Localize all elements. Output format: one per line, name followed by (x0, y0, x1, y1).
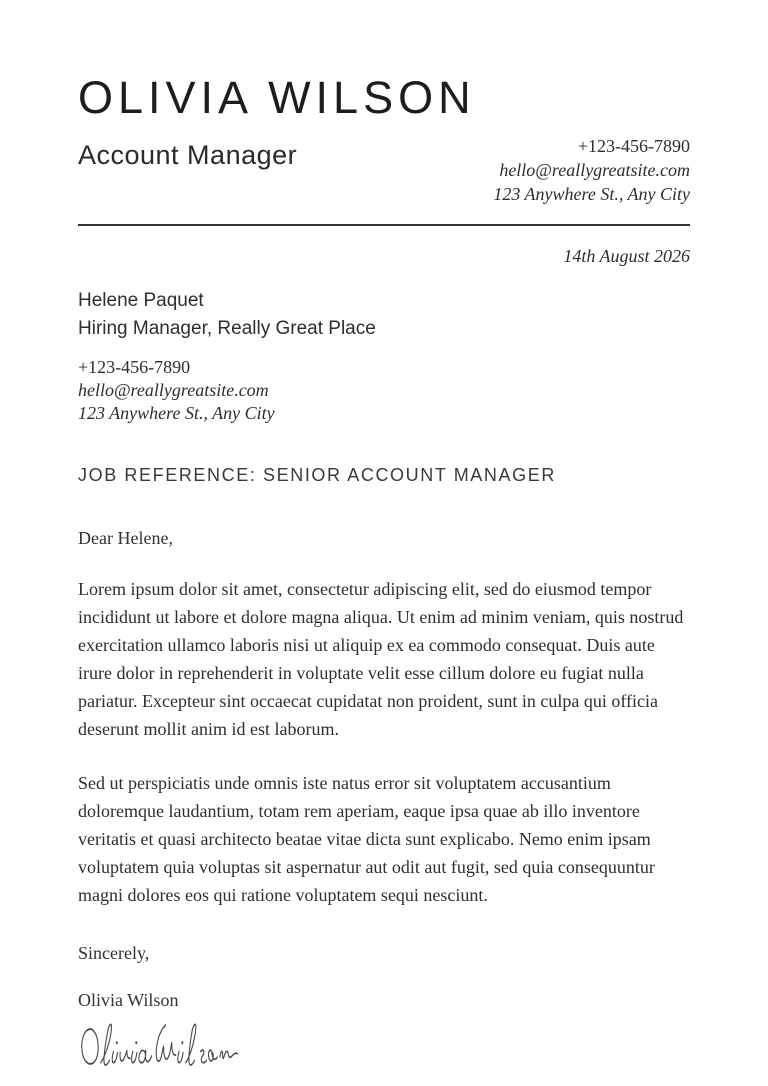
letter-date: 14th August 2026 (563, 246, 690, 266)
letter-contact-block (78, 356, 690, 425)
closing: Sincerely, (78, 943, 150, 963)
contact-email: hello@reallygreatsite.com (78, 380, 269, 400)
handwritten-signature-script (78, 1015, 240, 1077)
contact-phone: +123-456-7890 (78, 357, 191, 377)
salutation: Dear Helene, (78, 528, 173, 548)
sender-name-heading: OLIVIA WILSON (78, 72, 476, 123)
sender-phone: +123-456-7890 (577, 136, 690, 156)
header-row (78, 134, 690, 206)
sender-contact-block (493, 134, 690, 206)
sender-role: Account Manager (78, 140, 298, 170)
signature-wrap (78, 1015, 690, 1082)
sender-email: hello@reallygreatsite.com (499, 160, 690, 180)
recipient-title: Hiring Manager, Really Great Place (78, 318, 376, 339)
header-divider (78, 224, 690, 226)
recipient-name: Helene Paquet (78, 290, 204, 311)
sender-address: 123 Anywhere St., Any City (493, 184, 690, 204)
typed-signature-name: Olivia Wilson (78, 990, 179, 1010)
recipient-block (78, 287, 690, 343)
job-reference-line: JOB REFERENCE: SENIOR ACCOUNT MANAGER (78, 465, 556, 485)
body-paragraph-1: Lorem ipsum dolor sit amet, consectetur adipiscing elit, sed do eiusmod tempor incididunt ut labore et dolore magna aliqua. Ut enim ad minim veniam, quis nostrud exercitation ullamco laboris nisi ut aliquip ex ea commodo consequat. Duis aute irure dolor in reprehenderit in voluptate velit esse cillum dolore eu fugiat nulla pariatur. Excepteur sint occaecat cupidatat non proident, sunt in culpa qui officia deserunt mollit anim id est laborum. (78, 579, 684, 739)
body-paragraph-2: Sed ut perspiciatis unde omnis iste natus error sit voluptatem accusantium doloremque laudantium, totam rem aperiam, eaque ipsa quae ab illo inventore veritatis et quasi architecto beatae vitae dicta sunt explicabo. Nemo enim ipsam voluptatem quia voluptas sit aspernatur aut odit aut fugit, sed quia consequuntur magni dolores eos qui ratione voluptatem sequi nesciunt. (78, 773, 655, 905)
contact-address: 123 Anywhere St., Any City (78, 403, 275, 423)
